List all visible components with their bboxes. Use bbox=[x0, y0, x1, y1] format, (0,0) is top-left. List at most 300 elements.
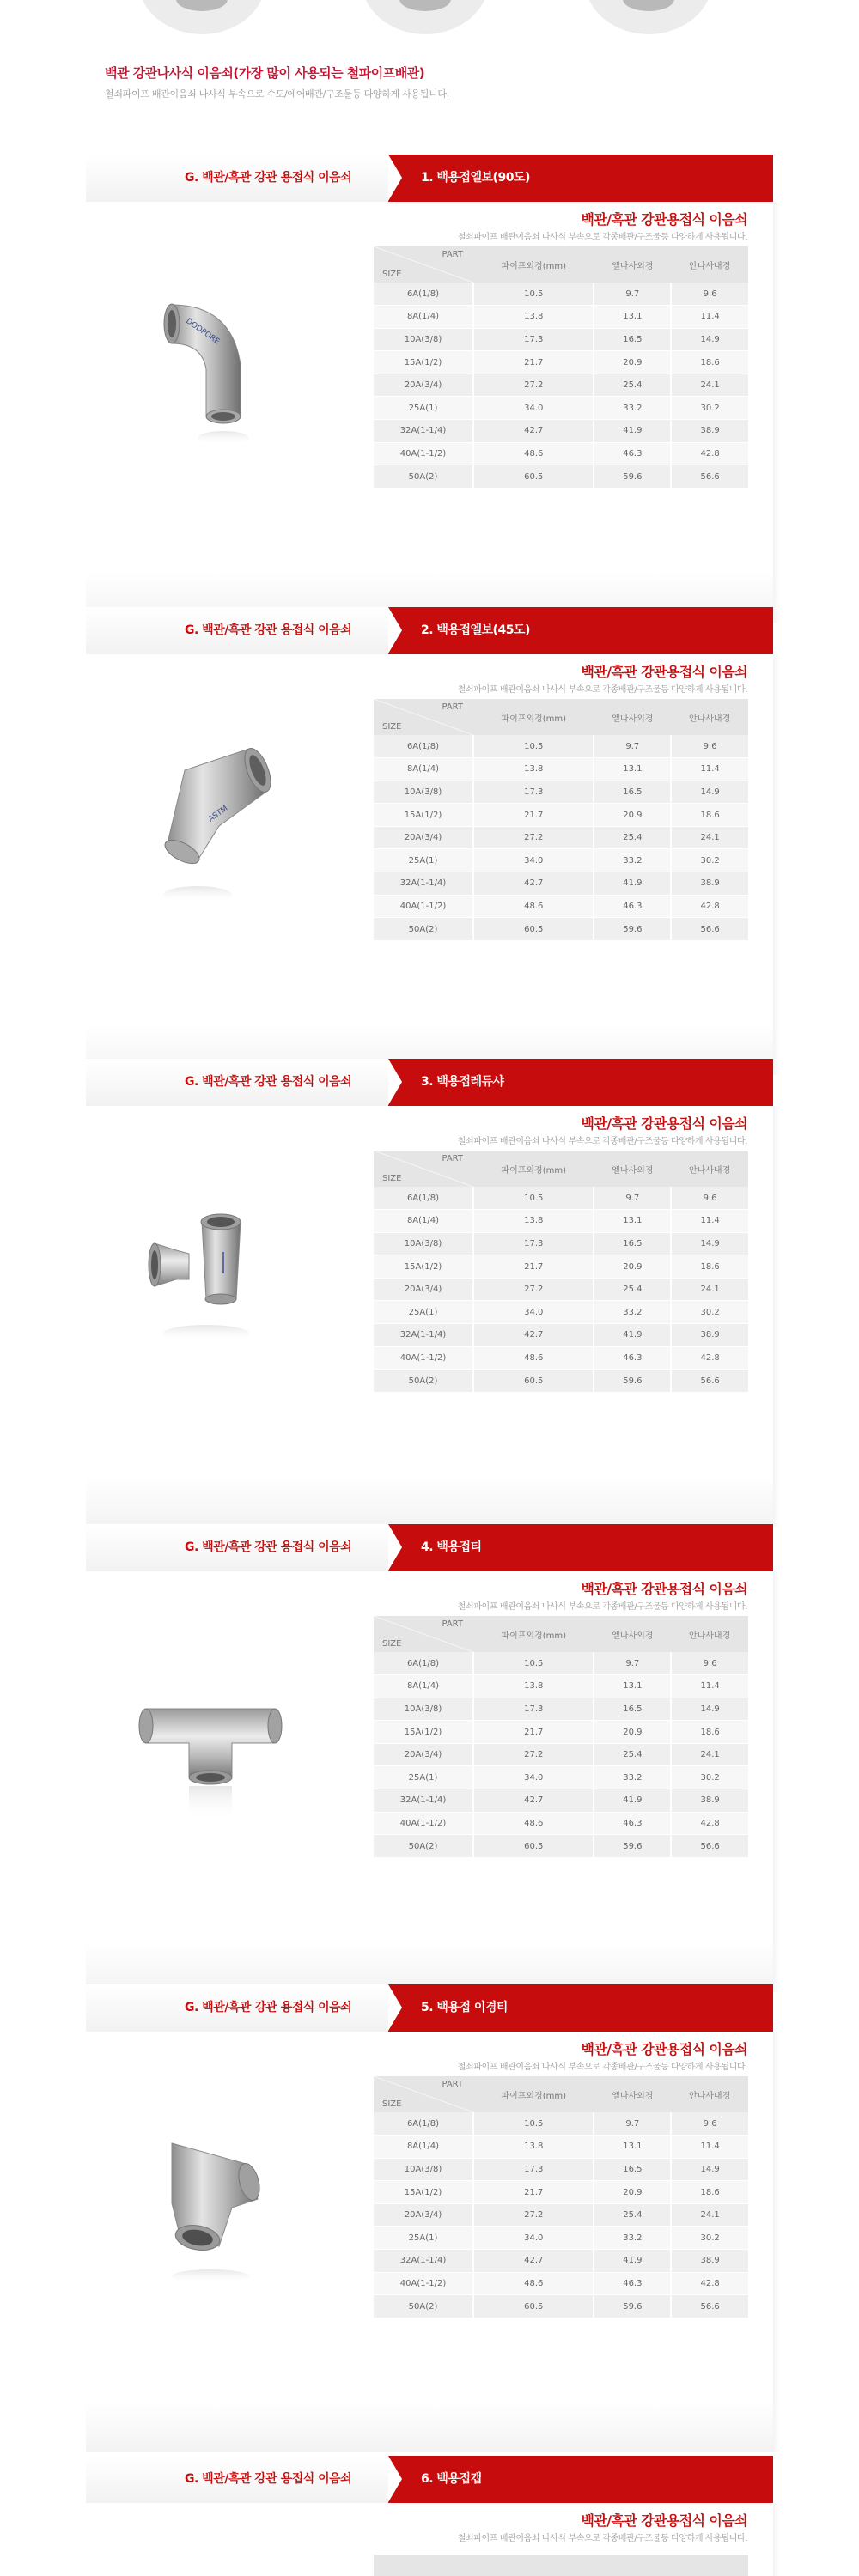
value-cell: 10.5 bbox=[473, 1652, 594, 1675]
size-cell: 6A(1/8) bbox=[374, 1652, 473, 1675]
size-label: SIZE bbox=[382, 2099, 402, 2109]
value-cell: 20.9 bbox=[594, 1721, 671, 1744]
table-row bbox=[374, 1721, 748, 1744]
product-section bbox=[86, 1984, 773, 2452]
block-title: 백관/흑관 강관용접식 이음쇠 bbox=[581, 211, 747, 228]
table-row bbox=[374, 465, 748, 489]
value-cell: 13.8 bbox=[473, 306, 594, 329]
value-cell: 10.5 bbox=[473, 2112, 594, 2136]
column-header: 파이프외경(mm) bbox=[473, 2076, 594, 2112]
svg-text:ASTM: ASTM bbox=[206, 804, 230, 824]
table-row bbox=[374, 397, 748, 420]
value-cell: 42.7 bbox=[473, 1789, 594, 1813]
value-cell: 41.9 bbox=[594, 1324, 671, 1347]
size-cell: 25A(1) bbox=[374, 2227, 473, 2250]
size-cell: 8A(1/4) bbox=[374, 758, 473, 781]
value-cell: 18.6 bbox=[671, 1255, 748, 1279]
size-cell: 20A(3/4) bbox=[374, 374, 473, 397]
table-row bbox=[374, 1835, 748, 1858]
size-cell: 20A(3/4) bbox=[374, 1743, 473, 1766]
intro bbox=[105, 64, 449, 100]
value-cell: 25.4 bbox=[594, 1278, 671, 1301]
size-cell: 6A(1/8) bbox=[374, 2112, 473, 2136]
value-cell: 13.1 bbox=[594, 306, 671, 329]
value-cell: 24.1 bbox=[671, 2203, 748, 2227]
table-row bbox=[374, 918, 748, 941]
value-cell: 14.9 bbox=[671, 781, 748, 804]
table-row bbox=[374, 1789, 748, 1813]
block-title: 백관/흑관 강관용접식 이음쇠 bbox=[581, 1581, 747, 1597]
value-cell: 59.6 bbox=[594, 465, 671, 489]
value-cell: 9.7 bbox=[594, 735, 671, 758]
value-cell: 33.2 bbox=[594, 1301, 671, 1324]
value-cell: 33.2 bbox=[594, 1766, 671, 1789]
table-row bbox=[374, 1301, 748, 1324]
block-title: 백관/흑관 강관용접식 이음쇠 bbox=[581, 664, 747, 680]
value-cell: 14.9 bbox=[671, 1698, 748, 1721]
value-cell: 42.7 bbox=[473, 1324, 594, 1347]
value-cell: 30.2 bbox=[671, 849, 748, 872]
value-cell: 16.5 bbox=[594, 1698, 671, 1721]
value-cell: 9.6 bbox=[671, 735, 748, 758]
spec-table bbox=[374, 699, 748, 941]
column-header: 안나사내경 bbox=[671, 246, 748, 283]
value-cell: 27.2 bbox=[473, 826, 594, 849]
category-label: G. 백관/흑관 강관 용접식 이음쇠 bbox=[185, 623, 352, 637]
size-cell: 40A(1-1/2) bbox=[374, 895, 473, 918]
table-row bbox=[374, 2203, 748, 2227]
size-cell: 10A(3/8) bbox=[374, 1698, 473, 1721]
value-cell: 59.6 bbox=[594, 1835, 671, 1858]
table-row bbox=[374, 1766, 748, 1789]
table-row bbox=[374, 758, 748, 781]
size-cell: 15A(1/2) bbox=[374, 1255, 473, 1279]
value-cell: 60.5 bbox=[473, 918, 594, 941]
value-cell: 41.9 bbox=[594, 2250, 671, 2273]
product-section bbox=[86, 607, 773, 1075]
value-cell: 60.5 bbox=[473, 2295, 594, 2318]
part-label: PART bbox=[442, 250, 463, 259]
size-cell: 50A(2) bbox=[374, 2295, 473, 2318]
value-cell: 18.6 bbox=[671, 804, 748, 827]
size-cell: 8A(1/4) bbox=[374, 306, 473, 329]
value-cell: 14.9 bbox=[671, 2158, 748, 2181]
value-cell: 17.3 bbox=[473, 1232, 594, 1255]
size-cell: 6A(1/8) bbox=[374, 1187, 473, 1210]
intro-title: 백관 강관나사식 이음쇠(가장 많이 사용되는 철파이프배관) bbox=[105, 65, 425, 81]
size-cell: 8A(1/4) bbox=[374, 1210, 473, 1233]
table-row bbox=[374, 2272, 748, 2295]
value-cell: 34.0 bbox=[473, 2227, 594, 2250]
product-title: 4. 백용접티 bbox=[421, 1540, 482, 1554]
table-row bbox=[374, 804, 748, 827]
size-cell: 25A(1) bbox=[374, 1766, 473, 1789]
table-row bbox=[374, 2112, 748, 2136]
value-cell: 34.0 bbox=[473, 849, 594, 872]
block-description: 철쇠파이프 배관이음쇠 나사식 부속으로 각종배관/구조물등 다양하게 사용됩니다. bbox=[457, 2063, 747, 2072]
category-label: G. 백관/흑관 강관 용접식 이음쇠 bbox=[185, 171, 352, 185]
value-cell: 41.9 bbox=[594, 420, 671, 443]
size-cell: 32A(1-1/4) bbox=[374, 872, 473, 896]
section-body bbox=[86, 1571, 773, 1992]
size-cell: 50A(2) bbox=[374, 465, 473, 489]
value-cell: 11.4 bbox=[671, 758, 748, 781]
part-label: PART bbox=[442, 1619, 463, 1629]
value-cell: 25.4 bbox=[594, 2203, 671, 2227]
category-label: G. 백관/흑관 강관 용접식 이음쇠 bbox=[185, 2472, 352, 2486]
value-cell: 38.9 bbox=[671, 420, 748, 443]
value-cell: 42.7 bbox=[473, 2250, 594, 2273]
table-row bbox=[374, 1370, 748, 1393]
value-cell: 25.4 bbox=[594, 826, 671, 849]
svg-text:DODPORE: DODPORE bbox=[184, 317, 222, 347]
size-cell: 20A(3/4) bbox=[374, 826, 473, 849]
value-cell: 38.9 bbox=[671, 872, 748, 896]
value-cell: 13.1 bbox=[594, 2136, 671, 2159]
value-cell: 42.7 bbox=[473, 420, 594, 443]
product-title: 6. 백용접캡 bbox=[421, 2472, 482, 2486]
value-cell: 60.5 bbox=[473, 1370, 594, 1393]
column-header: 안나사내경 bbox=[671, 699, 748, 735]
value-cell: 9.6 bbox=[671, 2112, 748, 2136]
table-row bbox=[374, 420, 748, 443]
value-cell: 41.9 bbox=[594, 1789, 671, 1813]
column-header: 엘나사외경 bbox=[594, 699, 671, 735]
size-cell: 50A(2) bbox=[374, 1835, 473, 1858]
size-cell: 32A(1-1/4) bbox=[374, 420, 473, 443]
elbow-90-image bbox=[137, 270, 283, 459]
value-cell: 38.9 bbox=[671, 1789, 748, 1813]
table-row bbox=[374, 1232, 748, 1255]
part-label: PART bbox=[442, 1154, 463, 1163]
value-cell: 9.6 bbox=[671, 1187, 748, 1210]
table-row bbox=[374, 849, 748, 872]
block-description: 철쇠파이프 배관이음쇠 나사식 부속으로 각종배관/구조물등 다양하게 사용됩니다. bbox=[457, 1602, 747, 1612]
size-cell: 20A(3/4) bbox=[374, 1278, 473, 1301]
tee-image bbox=[137, 1649, 283, 1838]
table-row bbox=[374, 1698, 748, 1721]
section-body bbox=[86, 202, 773, 623]
value-cell: 16.5 bbox=[594, 328, 671, 351]
value-cell: 17.3 bbox=[473, 2158, 594, 2181]
value-cell: 20.9 bbox=[594, 804, 671, 827]
column-header: 안나사내경 bbox=[671, 1616, 748, 1652]
value-cell: 14.9 bbox=[671, 1232, 748, 1255]
value-cell: 42.8 bbox=[671, 895, 748, 918]
size-cell: 15A(1/2) bbox=[374, 1721, 473, 1744]
size-cell: 10A(3/8) bbox=[374, 2158, 473, 2181]
column-header: 엘나사외경 bbox=[594, 2076, 671, 2112]
size-cell: 15A(1/2) bbox=[374, 351, 473, 374]
value-cell: 30.2 bbox=[671, 2227, 748, 2250]
table-row bbox=[374, 2227, 748, 2250]
size-cell: 6A(1/8) bbox=[374, 735, 473, 758]
table-row bbox=[374, 1278, 748, 1301]
table-row bbox=[374, 1324, 748, 1347]
table-row bbox=[374, 1346, 748, 1370]
value-cell: 9.7 bbox=[594, 2112, 671, 2136]
table-row bbox=[374, 735, 748, 758]
value-cell: 13.1 bbox=[594, 1210, 671, 1233]
spec-table-header-partial bbox=[374, 2555, 748, 2576]
size-cell: 50A(2) bbox=[374, 918, 473, 941]
block-description: 철쇠파이프 배관이음쇠 나사식 부속으로 각종배관/구조물등 다양하게 사용됩니다. bbox=[457, 2534, 747, 2543]
value-cell: 24.1 bbox=[671, 826, 748, 849]
value-cell: 30.2 bbox=[671, 397, 748, 420]
value-cell: 21.7 bbox=[473, 804, 594, 827]
size-cell: 15A(1/2) bbox=[374, 804, 473, 827]
table-row bbox=[374, 1743, 748, 1766]
section-body bbox=[86, 2032, 773, 2452]
value-cell: 48.6 bbox=[473, 2272, 594, 2295]
size-cell: 40A(1-1/2) bbox=[374, 442, 473, 465]
table-row bbox=[374, 1210, 748, 1233]
value-cell: 9.7 bbox=[594, 1187, 671, 1210]
table-row bbox=[374, 826, 748, 849]
section-banner bbox=[86, 1984, 773, 2032]
size-cell: 40A(1-1/2) bbox=[374, 1346, 473, 1370]
section-banner bbox=[86, 1524, 773, 1571]
value-cell: 17.3 bbox=[473, 1698, 594, 1721]
section-banner bbox=[86, 2456, 773, 2503]
size-cell: 20A(3/4) bbox=[374, 2203, 473, 2227]
table-corner-header bbox=[374, 246, 473, 283]
size-label: SIZE bbox=[382, 1174, 402, 1183]
table-row bbox=[374, 2181, 748, 2204]
block-title: 백관/흑관 강관용접식 이음쇠 bbox=[581, 1115, 747, 1132]
column-header: 파이프외경(mm) bbox=[473, 1151, 594, 1187]
value-cell: 14.9 bbox=[671, 328, 748, 351]
value-cell: 34.0 bbox=[473, 397, 594, 420]
part-label: PART bbox=[442, 702, 463, 712]
value-cell: 41.9 bbox=[594, 872, 671, 896]
value-cell: 42.8 bbox=[671, 442, 748, 465]
table-corner-header bbox=[374, 1616, 473, 1652]
part-label: PART bbox=[442, 2080, 463, 2089]
table-row bbox=[374, 895, 748, 918]
column-header: 파이프외경(mm) bbox=[473, 1616, 594, 1652]
value-cell: 16.5 bbox=[594, 1232, 671, 1255]
value-cell: 20.9 bbox=[594, 2181, 671, 2204]
value-cell: 11.4 bbox=[671, 1210, 748, 1233]
value-cell: 17.3 bbox=[473, 328, 594, 351]
table-row bbox=[374, 1675, 748, 1698]
value-cell: 33.2 bbox=[594, 397, 671, 420]
size-cell: 15A(1/2) bbox=[374, 2181, 473, 2204]
section-body bbox=[86, 1106, 773, 1527]
value-cell: 42.7 bbox=[473, 872, 594, 896]
column-header: 파이프외경(mm) bbox=[473, 699, 594, 735]
value-cell: 56.6 bbox=[671, 2295, 748, 2318]
top-fitting-thumbnail-3 bbox=[584, 0, 713, 34]
value-cell: 34.0 bbox=[473, 1301, 594, 1324]
value-cell: 11.4 bbox=[671, 1675, 748, 1698]
value-cell: 21.7 bbox=[473, 1721, 594, 1744]
size-label: SIZE bbox=[382, 1639, 402, 1649]
value-cell: 24.1 bbox=[671, 1278, 748, 1301]
size-cell: 25A(1) bbox=[374, 397, 473, 420]
value-cell: 21.7 bbox=[473, 2181, 594, 2204]
size-label: SIZE bbox=[382, 722, 402, 732]
block-description: 철쇠파이프 배관이음쇠 나사식 부속으로 각종배관/구조물등 다양하게 사용됩니다. bbox=[457, 685, 747, 695]
table-row bbox=[374, 1255, 748, 1279]
value-cell: 16.5 bbox=[594, 781, 671, 804]
block-description: 철쇠파이프 배관이음쇠 나사식 부속으로 각종배관/구조물등 다양하게 사용됩니다. bbox=[457, 233, 747, 242]
block-title: 백관/흑관 강관용접식 이음쇠 bbox=[581, 2512, 747, 2529]
size-cell: 10A(3/8) bbox=[374, 1232, 473, 1255]
size-cell: 8A(1/4) bbox=[374, 1675, 473, 1698]
spec-table bbox=[374, 2076, 748, 2318]
value-cell: 33.2 bbox=[594, 2227, 671, 2250]
value-cell: 21.7 bbox=[473, 1255, 594, 1279]
block-description: 철쇠파이프 배관이음쇠 나사식 부속으로 각종배관/구조물등 다양하게 사용됩니다. bbox=[457, 1137, 747, 1146]
product-title: 2. 백용접엘보(45도) bbox=[421, 623, 530, 637]
table-row bbox=[374, 328, 748, 351]
section-banner bbox=[86, 155, 773, 202]
top-fitting-thumbnail-1 bbox=[137, 0, 266, 34]
value-cell: 24.1 bbox=[671, 374, 748, 397]
value-cell: 20.9 bbox=[594, 351, 671, 374]
table-row bbox=[374, 872, 748, 896]
size-label: SIZE bbox=[382, 270, 402, 279]
value-cell: 59.6 bbox=[594, 2295, 671, 2318]
value-cell: 16.5 bbox=[594, 2158, 671, 2181]
value-cell: 13.8 bbox=[473, 758, 594, 781]
product-title: 1. 백용접엘보(90도) bbox=[421, 171, 530, 185]
product-title: 5. 백용접 이경티 bbox=[421, 2001, 508, 2014]
product-section bbox=[86, 1524, 773, 1992]
value-cell: 10.5 bbox=[473, 1187, 594, 1210]
value-cell: 48.6 bbox=[473, 1812, 594, 1835]
spec-table bbox=[374, 1616, 748, 1858]
table-corner-header bbox=[374, 1151, 473, 1187]
column-header: 안나사내경 bbox=[671, 2076, 748, 2112]
table-row bbox=[374, 2295, 748, 2318]
value-cell: 17.3 bbox=[473, 781, 594, 804]
size-cell: 10A(3/8) bbox=[374, 328, 473, 351]
value-cell: 60.5 bbox=[473, 1835, 594, 1858]
table-row bbox=[374, 1652, 748, 1675]
size-cell: 25A(1) bbox=[374, 849, 473, 872]
table-row bbox=[374, 2158, 748, 2181]
product-section bbox=[86, 2456, 773, 2576]
value-cell: 13.1 bbox=[594, 758, 671, 781]
column-header: 엘나사외경 bbox=[594, 1151, 671, 1187]
value-cell: 59.6 bbox=[594, 918, 671, 941]
size-cell: 40A(1-1/2) bbox=[374, 2272, 473, 2295]
elbow-45-image bbox=[137, 732, 283, 920]
value-cell: 42.8 bbox=[671, 1812, 748, 1835]
size-cell: 6A(1/8) bbox=[374, 283, 473, 306]
table-corner-header bbox=[374, 2076, 473, 2112]
intro-subtitle: 철쇠파이프 배관이음쇠 나사식 부속으로 수도/에어배관/구조물등 다양하게 사용됩니다. bbox=[105, 88, 449, 100]
value-cell: 60.5 bbox=[473, 465, 594, 489]
value-cell: 10.5 bbox=[473, 735, 594, 758]
value-cell: 9.7 bbox=[594, 1652, 671, 1675]
table-row bbox=[374, 781, 748, 804]
column-header: 엘나사외경 bbox=[594, 1616, 671, 1652]
value-cell: 18.6 bbox=[671, 351, 748, 374]
value-cell: 46.3 bbox=[594, 895, 671, 918]
column-header: 엘나사외경 bbox=[594, 246, 671, 283]
size-cell: 32A(1-1/4) bbox=[374, 1324, 473, 1347]
value-cell: 13.8 bbox=[473, 1675, 594, 1698]
product-title: 3. 백용접레듀샤 bbox=[421, 1075, 504, 1089]
value-cell: 38.9 bbox=[671, 2250, 748, 2273]
product-section bbox=[86, 155, 773, 623]
value-cell: 46.3 bbox=[594, 1812, 671, 1835]
spec-table bbox=[374, 1151, 748, 1393]
value-cell: 27.2 bbox=[473, 1743, 594, 1766]
value-cell: 27.2 bbox=[473, 374, 594, 397]
value-cell: 48.6 bbox=[473, 1346, 594, 1370]
value-cell: 27.2 bbox=[473, 1278, 594, 1301]
value-cell: 59.6 bbox=[594, 1370, 671, 1393]
value-cell: 46.3 bbox=[594, 2272, 671, 2295]
spec-table bbox=[374, 246, 748, 489]
value-cell: 42.8 bbox=[671, 2272, 748, 2295]
section-body bbox=[86, 2503, 773, 2576]
value-cell: 9.6 bbox=[671, 283, 748, 306]
size-cell: 32A(1-1/4) bbox=[374, 2250, 473, 2273]
size-cell: 10A(3/8) bbox=[374, 781, 473, 804]
value-cell: 11.4 bbox=[671, 2136, 748, 2159]
column-header: 파이프외경(mm) bbox=[473, 246, 594, 283]
reducer-image bbox=[137, 1183, 283, 1372]
value-cell: 30.2 bbox=[671, 1766, 748, 1789]
value-cell: 48.6 bbox=[473, 442, 594, 465]
value-cell: 27.2 bbox=[473, 2203, 594, 2227]
value-cell: 9.6 bbox=[671, 1652, 748, 1675]
value-cell: 48.6 bbox=[473, 895, 594, 918]
table-row bbox=[374, 283, 748, 306]
column-header: 안나사내경 bbox=[671, 1151, 748, 1187]
value-cell: 18.6 bbox=[671, 1721, 748, 1744]
product-section bbox=[86, 1059, 773, 1527]
value-cell: 24.1 bbox=[671, 1743, 748, 1766]
value-cell: 46.3 bbox=[594, 442, 671, 465]
category-label: G. 백관/흑관 강관 용접식 이음쇠 bbox=[185, 1075, 352, 1089]
value-cell: 42.8 bbox=[671, 1346, 748, 1370]
value-cell: 20.9 bbox=[594, 1255, 671, 1279]
size-cell: 25A(1) bbox=[374, 1301, 473, 1324]
value-cell: 46.3 bbox=[594, 1346, 671, 1370]
value-cell: 11.4 bbox=[671, 306, 748, 329]
value-cell: 10.5 bbox=[473, 283, 594, 306]
table-row bbox=[374, 1812, 748, 1835]
value-cell: 25.4 bbox=[594, 374, 671, 397]
value-cell: 25.4 bbox=[594, 1743, 671, 1766]
table-row bbox=[374, 2136, 748, 2159]
section-banner bbox=[86, 607, 773, 654]
category-label: G. 백관/흑관 강관 용접식 이음쇠 bbox=[185, 1540, 352, 1554]
value-cell: 38.9 bbox=[671, 1324, 748, 1347]
table-row bbox=[374, 306, 748, 329]
section-banner bbox=[86, 1059, 773, 1106]
top-fitting-thumbnail-2 bbox=[361, 0, 490, 34]
value-cell: 56.6 bbox=[671, 1370, 748, 1393]
table-row bbox=[374, 351, 748, 374]
table-row bbox=[374, 374, 748, 397]
size-cell: 8A(1/4) bbox=[374, 2136, 473, 2159]
value-cell: 21.7 bbox=[473, 351, 594, 374]
category-label: G. 백관/흑관 강관 용접식 이음쇠 bbox=[185, 2001, 352, 2014]
value-cell: 13.1 bbox=[594, 1675, 671, 1698]
reducing-tee-image bbox=[137, 2109, 283, 2298]
value-cell: 33.2 bbox=[594, 849, 671, 872]
value-cell: 56.6 bbox=[671, 1835, 748, 1858]
value-cell: 30.2 bbox=[671, 1301, 748, 1324]
